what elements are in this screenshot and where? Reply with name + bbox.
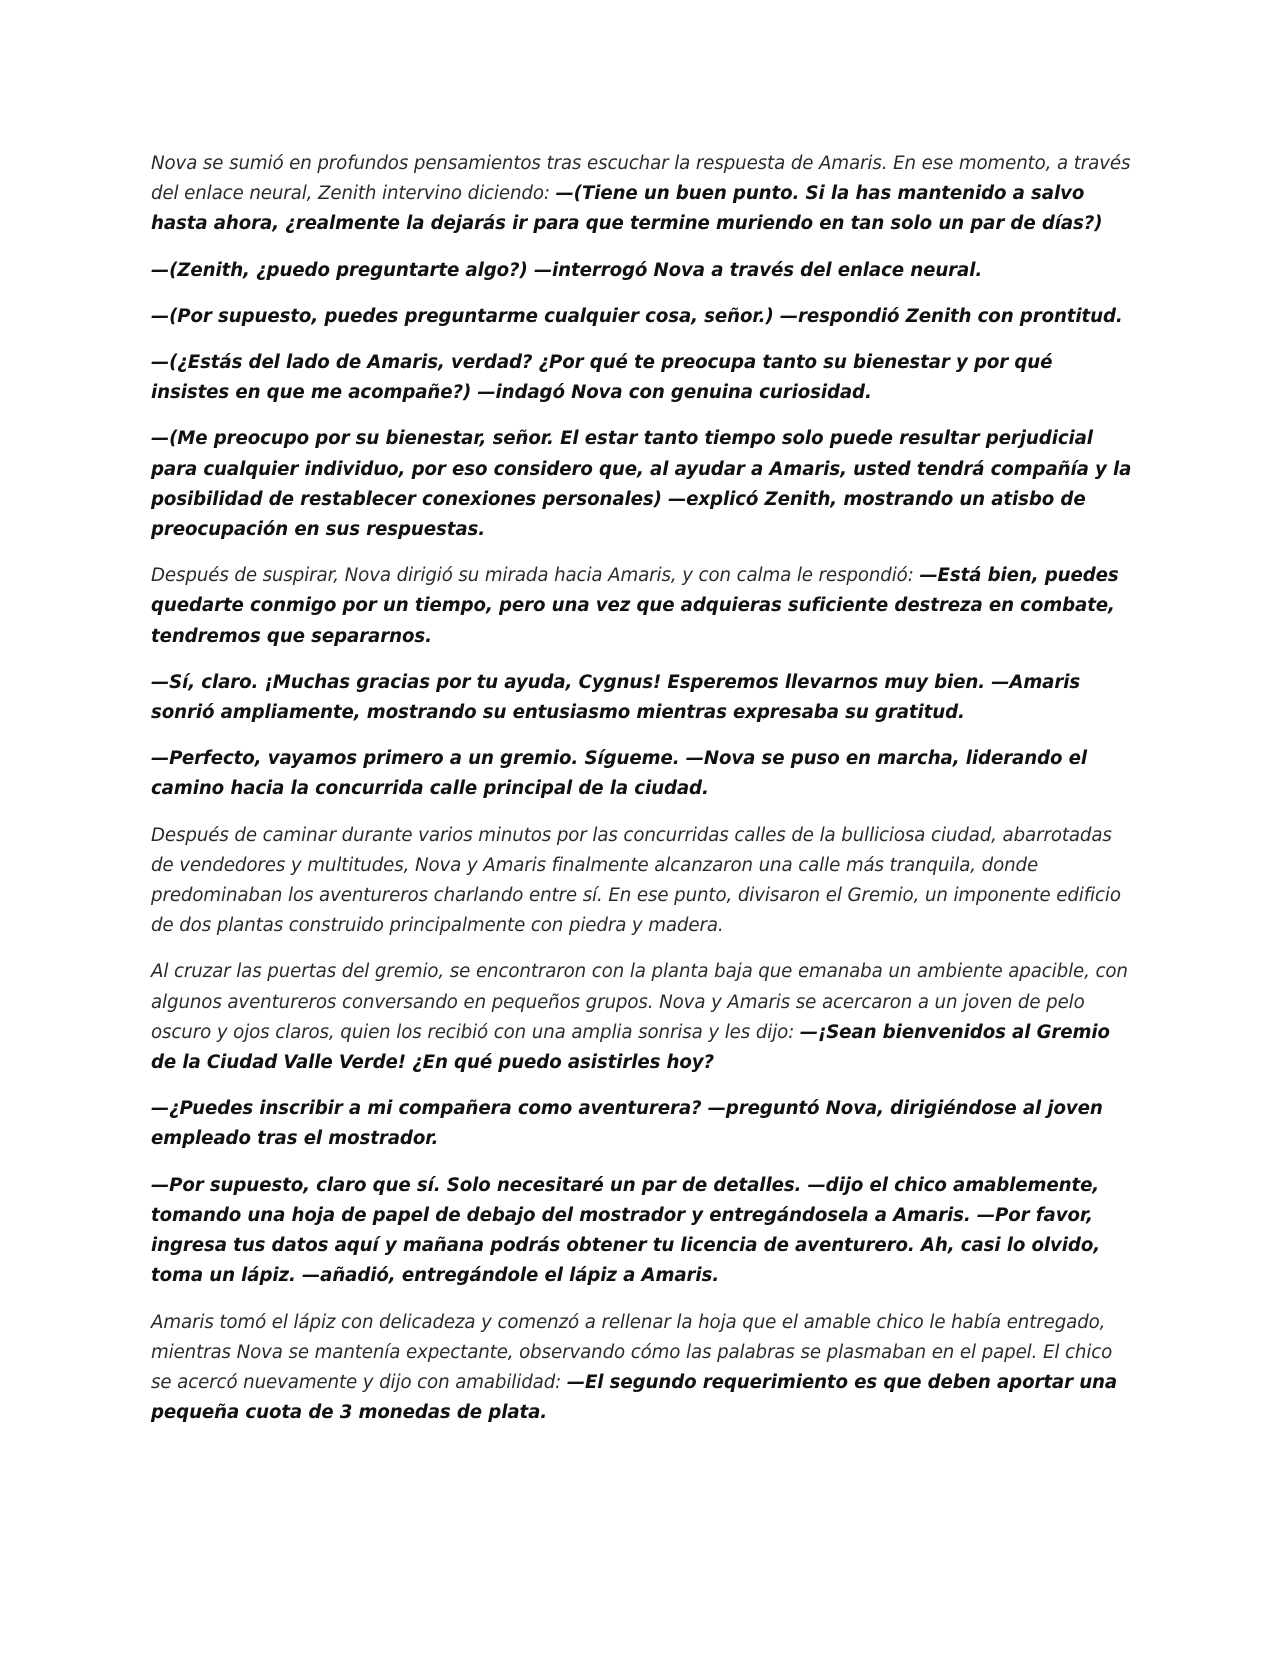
dialogue-text: —Perfecto, vayamos primero a un gremio. Sígueme. —Nova se puso en marcha, liderando el camino hacia la concurrida calle principal de la ciudad. <box>151 748 1087 800</box>
paragraph <box>151 348 1135 408</box>
paragraph <box>151 744 1135 804</box>
paragraph <box>151 1171 1135 1292</box>
document-page <box>151 149 1135 1444</box>
paragraph <box>151 561 1135 652</box>
narration-text: Al cruzar las puertas del gremio, se encontraron con la planta baja que emanaba un ambiente apacible, con algunos aventureros conversando en pequeños grupos. Nova y Amaris se acercaron a un joven de pelo oscuro y ojos claros, quien los recibió con una amplia sonrisa y les dijo: <box>151 961 1128 1043</box>
dialogue-text: —Sí, claro. ¡Muchas gracias por tu ayuda, Cygnus! Esperemos llevarnos muy bien. —Amaris sonrió ampliamente, mostrando su entusiasmo mientras expresaba su gratitud. <box>151 671 1081 724</box>
paragraph <box>151 256 1135 286</box>
paragraph <box>151 302 1135 332</box>
narration-text: Después de suspirar, Nova dirigió su mirada hacia Amaris, y con calma le respondió: <box>151 565 920 587</box>
dialogue-text: —Por supuesto, claro que sí. Solo necesitaré un par de detalles. —dijo el chico amablemente, tomando una hoja de papel de debajo del mostrador y entregándosela a Amaris. —Por favor, ingresa tus datos aquí y mañana podrás obtener tu licencia de aventurero. Ah, casi lo olvido, toma un lápiz. —añadió, entregándole el lápiz a Amaris. <box>151 1174 1101 1287</box>
paragraph <box>151 1094 1135 1154</box>
paragraph <box>151 149 1135 240</box>
dialogue-text: —(Me preocupo por su bienestar, señor. El estar tanto tiempo solo puede resultar perjudicial para cualquier individuo, por eso considero que, al ayudar a Amaris, usted tendrá compañía y la posibilidad de restablecer conexiones personales) —explicó Zenith, mostrando un atisbo de preocupación en sus respuestas. <box>151 428 1132 541</box>
narration-text: Después de caminar durante varios minutos por las concurridas calles de la bulliciosa ciudad, abarrotadas de vendedores y multitudes, Nova y Amaris finalmente alcanzaron una calle más tranquila, donde predominaban los aventureros charlando entre sí. En ese punto, divisaron el Gremio, un imponente edificio de dos plantas construido principalmente con piedra y madera. <box>151 824 1121 937</box>
dialogue-text: —(¿Estás del lado de Amaris, verdad? ¿Por qué te preocupa tanto su bienestar y por qué insistes en que me acompañe?) —indagó Nova con genuina curiosidad. <box>151 352 1053 404</box>
dialogue-text: —¿Puedes inscribir a mi compañera como aventurera? —preguntó Nova, dirigiéndose al joven empleado tras el mostrador. <box>151 1098 1103 1150</box>
paragraph <box>151 1308 1135 1429</box>
narration-text: Nova se sumió en profundos pensamientos tras escuchar la respuesta de Amaris. En ese momento, a través del enlace neural, Zenith intervino diciendo: <box>151 153 1131 205</box>
dialogue-text: —(Por supuesto, puedes preguntarme cualquier cosa, señor.) —respondió Zenith con prontitud. <box>151 305 1123 327</box>
paragraph <box>151 668 1135 728</box>
dialogue-text: —¡Sean bienvenidos al Gremio de la Ciudad Valle Verde! ¿En qué puedo asistirles hoy? <box>151 1021 1110 1074</box>
dialogue-text: —Está bien, puedes quedarte conmigo por un tiempo, pero una vez que adquieras suficiente destreza en combate, tendremos que separarnos. <box>151 565 1119 647</box>
narration-text: Amaris tomó el lápiz con delicadeza y comenzó a rellenar la hoja que el amable chico le había entregado, mientras Nova se mantenía expectante, observando cómo las palabras se plasmaban en el papel. El chico se acercó nuevamente y dijo con amabilidad: <box>151 1311 1113 1393</box>
dialogue-text: —(Tiene un buen punto. Si la has mantenido a salvo hasta ahora, ¿realmente la dejarás ir para que termine muriendo en tan solo un par de días?) <box>151 183 1103 235</box>
paragraph <box>151 821 1135 942</box>
dialogue-text: —(Zenith, ¿puedo preguntarte algo?) —interrogó Nova a través del enlace neural. <box>151 259 983 281</box>
dialogue-text: —El segundo requerimiento es que deben aportar una pequeña cuota de 3 monedas de plata. <box>151 1371 1118 1424</box>
paragraph <box>151 424 1135 545</box>
paragraph <box>151 957 1135 1078</box>
